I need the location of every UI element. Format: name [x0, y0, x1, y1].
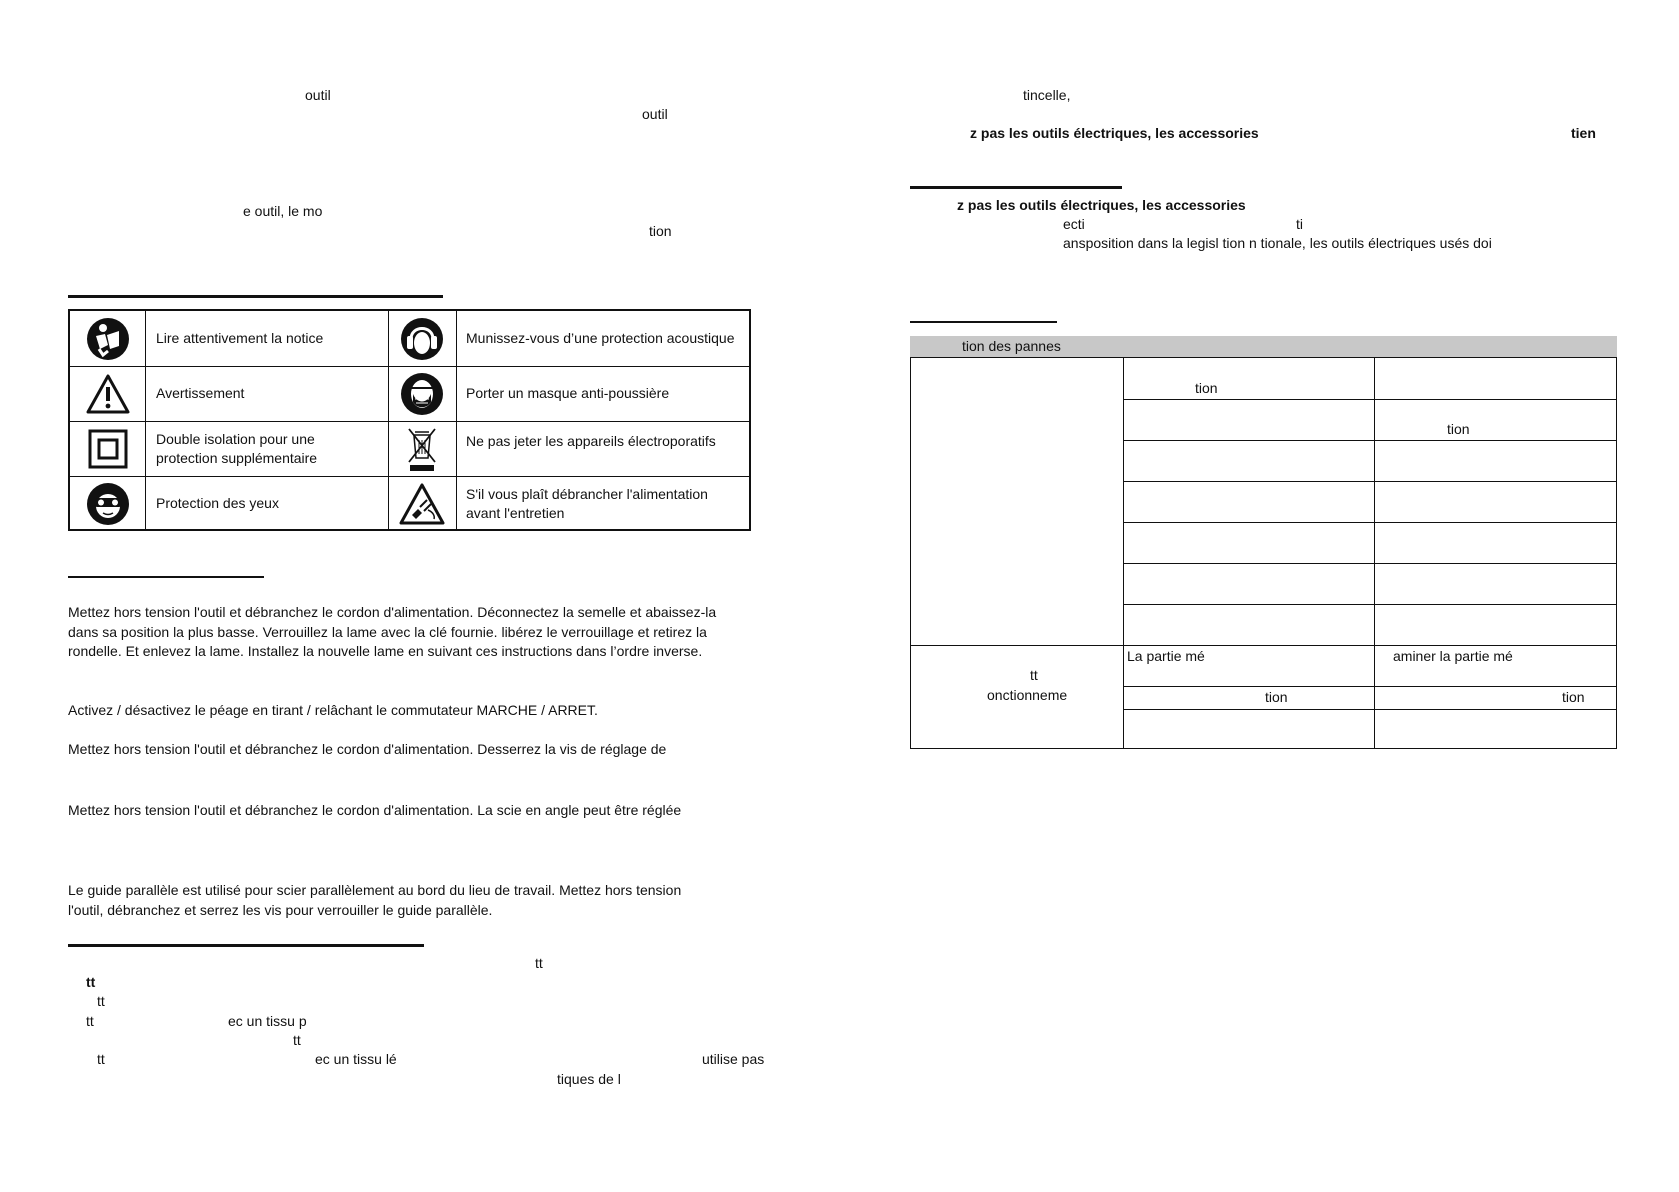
symbol-label: Protection des yeux	[156, 495, 279, 511]
fragment-text: tt	[86, 1013, 94, 1029]
switch-paragraph: Activez / désactivez le péage en tirant / relâchant le commutateur MARCHE / ARRET.	[68, 702, 598, 718]
fragment-text: ti	[1296, 216, 1303, 232]
troubleshooting-table	[910, 357, 1617, 749]
fragment-text: ecti	[1063, 216, 1085, 232]
eye-protection-icon	[70, 476, 145, 531]
environment-text: ansposition dans la legisl tion n tionale, les outils électriques usés doi	[1063, 235, 1492, 251]
table-cell: La partie mé	[1127, 648, 1205, 664]
fragment-text: tt	[86, 974, 96, 990]
symbol-label: Avertissement	[156, 385, 245, 401]
weee-bin-icon	[388, 421, 456, 476]
ear-protection-icon	[388, 311, 456, 366]
fragment-text: tt	[97, 1051, 105, 1067]
table-cell: tion	[1447, 421, 1470, 437]
symbol-label: Munissez-vous d’une protection acoustique	[466, 330, 735, 346]
table-cell: tion	[1195, 380, 1218, 396]
depth-paragraph: Mettez hors tension l'outil et débranchez le cordon d'alimentation. Desserrez la vis de réglage de	[68, 741, 667, 757]
table-cell: onctionneme	[987, 687, 1068, 703]
fragment-text: tincelle,	[1023, 87, 1071, 103]
fragment-text: outil	[305, 87, 331, 103]
symbol-label: Double isolation pour une protection supplémentaire	[156, 430, 318, 466]
section-rule	[68, 576, 264, 578]
unplug-maintenance-icon	[388, 476, 456, 531]
table-cell: tt	[1030, 667, 1038, 683]
section-rule	[68, 295, 443, 298]
fragment-text: tt	[293, 1032, 301, 1048]
symbol-label: Porter un masque anti-poussière	[466, 385, 670, 401]
fragment-text: ec un tissu lé	[315, 1051, 397, 1067]
symbols-table	[68, 309, 751, 531]
dust-mask-icon	[388, 366, 456, 421]
environment-heading: z pas les outils électriques, les accessories	[957, 197, 1246, 213]
section-rule	[68, 944, 424, 947]
table-cell: tion	[1265, 689, 1288, 705]
section-rule	[910, 321, 1057, 323]
fragment-text: tiques de l	[557, 1071, 621, 1087]
fragment-text: z pas les outils électriques, les accessories	[970, 125, 1259, 141]
parallel-guide-paragraph: Le guide parallèle est utilisé pour scier parallèlement au bord du lieu de travail. Mettez hors tension l'outil, débranchez et serrez les vis pour verrouiller le guide parallèle.	[68, 882, 682, 918]
fragment-text: tien	[1571, 125, 1596, 141]
fragment-text: tt	[535, 955, 543, 971]
table-cell: tion	[1562, 689, 1585, 705]
fragment-text: tion	[649, 223, 672, 239]
fragment-text: tt	[97, 993, 105, 1009]
section-rule	[910, 186, 1122, 189]
blade-change-paragraph: Mettez hors tension l'outil et débranchez le cordon d'alimentation. Déconnectez la semelle et abaissez-la dans sa position la plus basse. Verrouillez la lame avec la clé fournie. libérez le verrouillage et retirez la rondelle. Et enlevez la lame. Installez la nouvelle lame en suivant ces instructions dans l’ordre inverse.	[68, 604, 717, 659]
angle-paragraph: Mettez hors tension l'outil et débranchez le cordon d'alimentation. La scie en angle peut être réglée	[68, 802, 682, 818]
fragment-text: e outil, le mo	[243, 203, 323, 219]
double-insulation-icon	[70, 421, 145, 476]
symbol-label: S'il vous plaît débrancher l'alimentation avant l'entretien	[466, 485, 708, 521]
fragment-text: ec un tissu p	[228, 1013, 307, 1029]
warning-icon	[70, 366, 145, 421]
table-cell: aminer la partie mé	[1393, 648, 1513, 664]
fragment-text: utilise pas	[702, 1051, 765, 1067]
troubleshooting-header: tion des pannes	[910, 336, 1617, 357]
read-manual-icon	[70, 311, 145, 366]
fragment-text: outil	[642, 106, 668, 122]
symbol-label: Ne pas jeter les appareils électroporatifs	[466, 432, 716, 449]
symbol-label: Lire attentivement la notice	[156, 330, 324, 346]
